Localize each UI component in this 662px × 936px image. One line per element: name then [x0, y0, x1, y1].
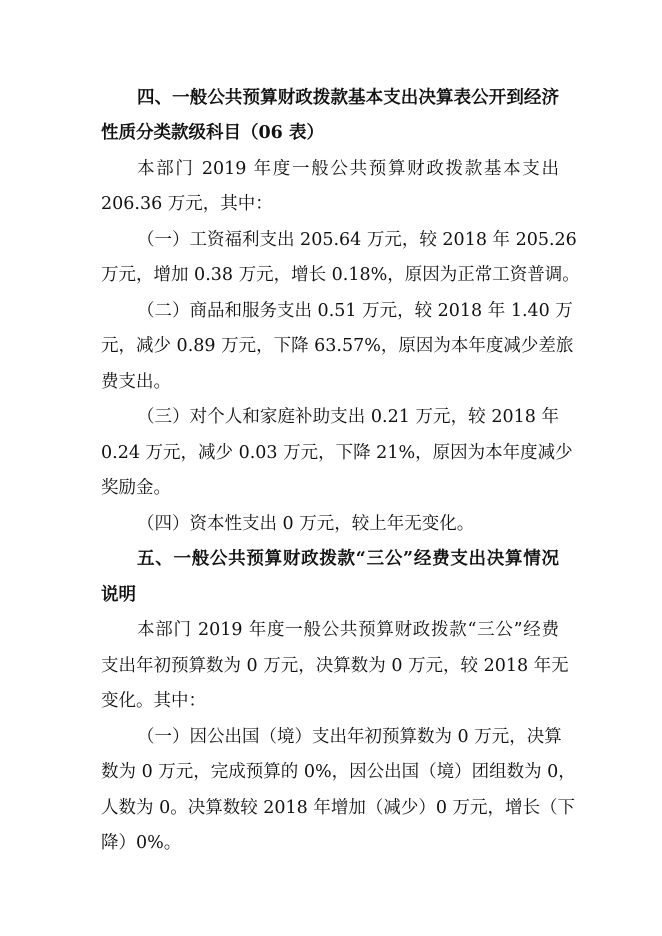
item-1-line-2: 万元，增加 0.38 万元，增长 0.18%，原因为正常工资普调。	[101, 265, 580, 285]
section-4-heading-line-2: 性质分类款级科目（06 表）	[101, 123, 324, 143]
section-5-item-1-line-1: （一）因公出国（境）支出年初预算数为 0 万元，决算	[137, 727, 562, 747]
item-3-line-2: 0.24 万元，减少 0.03 万元，下降 21%，原因为本年度减少	[101, 443, 573, 463]
item-2-line-2: 元，减少 0.89 万元，下降 63.57%，原因为本年度减少差旅	[101, 336, 574, 356]
item-1-line-1: （一）工资福利支出 205.64 万元，较 2018 年 205.26	[137, 230, 577, 250]
section-5-item-1-line-3: 人数为 0。决算数较 2018 年增加（减少）0 万元，增长（下	[101, 798, 576, 818]
section-5-intro-line-2: 支出年初预算数为 0 万元，决算数为 0 万元，较 2018 年无	[101, 656, 569, 676]
section-5-item-1-line-4: 降）0%。	[101, 833, 182, 853]
item-3-line-3: 奖励金。	[101, 478, 171, 498]
item-2-line-3: 费支出。	[101, 372, 171, 392]
section-5-heading-line-1: 五、一般公共预算财政拨款“三公”经费支出决算情况	[137, 549, 559, 569]
section-5-intro-line-3: 变化。其中：	[101, 691, 206, 711]
item-2-line-1: （二）商品和服务支出 0.51 万元，较 2018 年 1.40 万	[137, 301, 573, 321]
section-4-heading-line-1: 四、一般公共预算财政拨款基本支出决算表公开到经济	[137, 88, 559, 108]
section-4-intro-line-2: 206.36 万元，其中：	[101, 194, 273, 214]
section-5-heading-line-2: 说明	[101, 585, 136, 605]
section-5-item-1-line-2: 数为 0 万元，完成预算的 0%，因公出国（境）团组数为 0，	[101, 762, 576, 782]
section-4-intro-line-1: 本部门 2019 年度一般公共预算财政拨款基本支出	[137, 159, 559, 179]
item-3-line-1: （三）对个人和家庭补助支出 0.21 万元，较 2018 年	[137, 407, 559, 427]
section-5-intro-line-1: 本部门 2019 年度一般公共预算财政拨款“三公”经费	[137, 620, 559, 640]
item-4-line-1: （四）资本性支出 0 万元，较上年无变化。	[137, 514, 475, 534]
